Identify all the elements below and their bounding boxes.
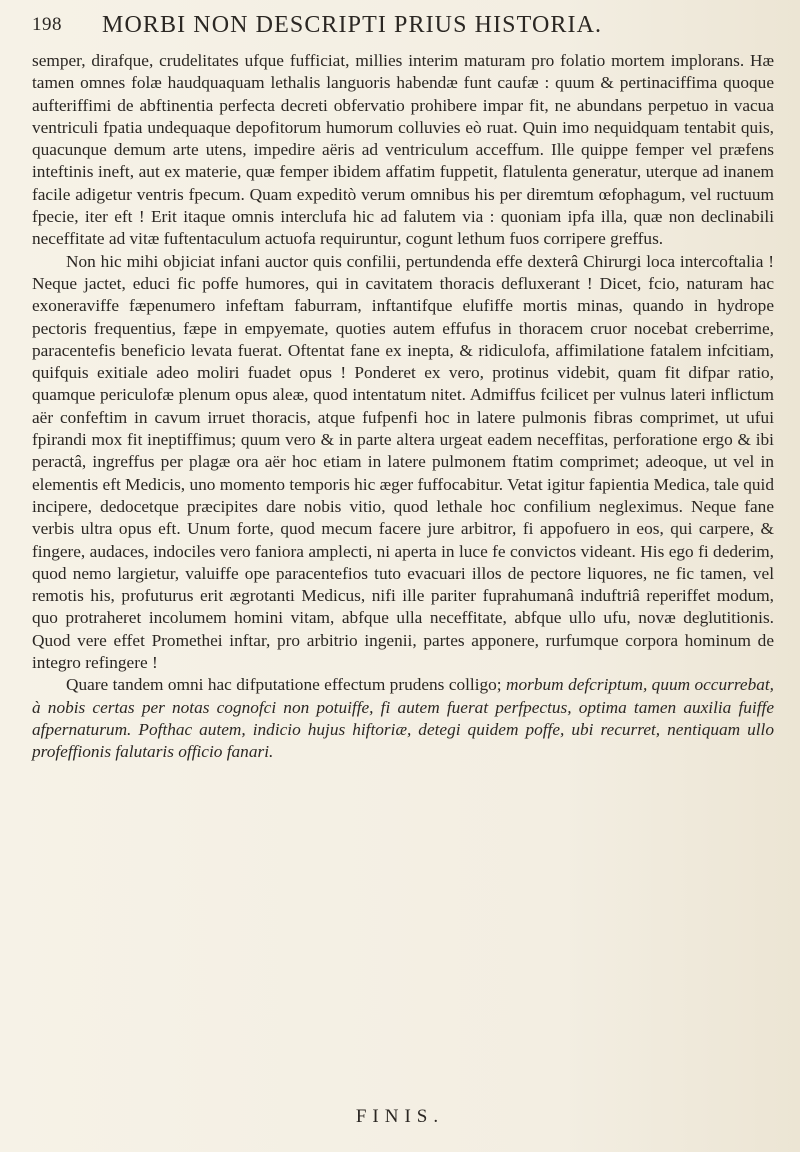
paragraph-3-conclusion — [32, 674, 774, 763]
paragraph-1: semper, dirafque, crudelitates ufque fufficiat, millies interim maturam pro folatio mortem implorans. Hæ tamen omnes folæ haudquaquam lethalis languoris habendæ funt caufæ : quum & pertinaciffima quoque aufteriffimi de abftinentia perfecta decreti obfervatio prohibere impar fit, ne abundans perpetuo in vacua ventriculi fpatia undequaque depofitorum humorum colluvies eò ruat. Quin imo nequidquam tentabit quis, quacunque demum arte utens, impedire aëris ad ventriculum acceffum. Ille quippe femper vel præfens inteftinis ineft, aut ex materie, quæ femper ibidem affatim fuppetit, flatulenta generatur, uterque ad inanem facile adigetur ventris fpecum. Quam expeditò verum omnibus his per diremtum œfophagum, vel ructuum fpecie, iter eft ! Erit itaque omnis interclufa hic ad falutem via : quoniam ipfa illa, quæ non declinabili neceffitate ad vitæ fuftentaculum actuofa requiruntur, cogunt lethum fuos corripere greffus. — [32, 51, 774, 249]
paragraph-2: Non hic mihi objiciat infani auctor quis confilii, pertundenda effe dexterâ Chirurgi loca intercoftalia ! Neque jactet, educi fic poffe humores, qui in cavitatem thoracis defluxerant ! Dicet, fcio, naturam hac exoneraviffe fæpenumero infeftam faburram, inftantifque elufiffe mortis minas, quando in hydrope pectoris frequentius, fæpe in empyemate, quoties autem effufus in thoracem cruor nocebat creberrime, paracentefis beneficio levata fuerat. Oftentat fane ex inepta, & ridiculofa, affimilatione fatalem infcitiam, quifquis exitiale adeo moliri fuadet opus ! Ponderet ex vero, protinus videbit, quam fit difpar ratio, quamque periculofæ plenum opus aleæ, quod intentatum nitet. Admiffus fcilicet per vulnus lateri inflictum aër confeftim in cavum irruet thoracis, atque fufpenfi hoc in latere pulmonis fibras comprimet, ut ufui fpirandi mox fit ineptiffimus; quum vero & in parte altera urgeat eadem neceffitas, perforatione ergo & ibi peractâ, ingreffus per plagæ ora aër hoc etiam in latere pulmonem ftatim comprimet; adeoque, ut vel in elementis eft Medicis, uno momento temporis hic æger fuffocabitur. Vetat igitur fapientia Medica, tale quid incipere, dedocetque præcipites dare nobis vitio, quod lethale hoc confilium negleximus. Neque fane verbis ultra opus eft. Unum forte, quod mecum facere jure arbitror, fi appofuero in eos, qui carpere, & fingere, audaces, indociles vero faniora amplecti, ni aperta in luce fe convictos videant. His ego fi dederim, quod nemo largietur, valuiffe ope paracentefios tuto evacuari illos de pectore liquores, ne fic tamen, vel remotis his, profuturus erit ægrotanti Medicus, nifi ille pariter fuprahumanâ induftriâ reperiffet modum, quo protraheret incolumem homini vitam, abfque ulla neceffitate, abfque ullo ufu, novæ deglutitionis. Quod vere effet Promethei inftar, pro arbitrio ingenii, partes apponere, rurfumque corpora hominum de integro refingere ! — [32, 251, 774, 673]
running-title: MORBI NON DESCRIPTI PRIUS HISTORIA. — [102, 12, 603, 38]
page-number: 198 — [32, 14, 62, 35]
body-text — [32, 50, 774, 764]
page-header — [32, 10, 768, 50]
conclusion-plain-text: Quare tandem omni hac difputatione effectum prudens colligo; — [66, 675, 502, 695]
conclusion-italic-text: morbum defcriptum, quum occurrebat, à nobis certas per notas cognofci non potuiffe, fi autem fuerat perfpectus, optima tamen auxilia fuiffe afpernaturum. Pofthac autem, indicio hujus hiftoriæ, detegi quidem poffe, ubi recurret, nentiquam ullo profeffionis falutaris officio fanari. — [32, 675, 775, 762]
finis: FINIS. — [355, 1106, 445, 1127]
